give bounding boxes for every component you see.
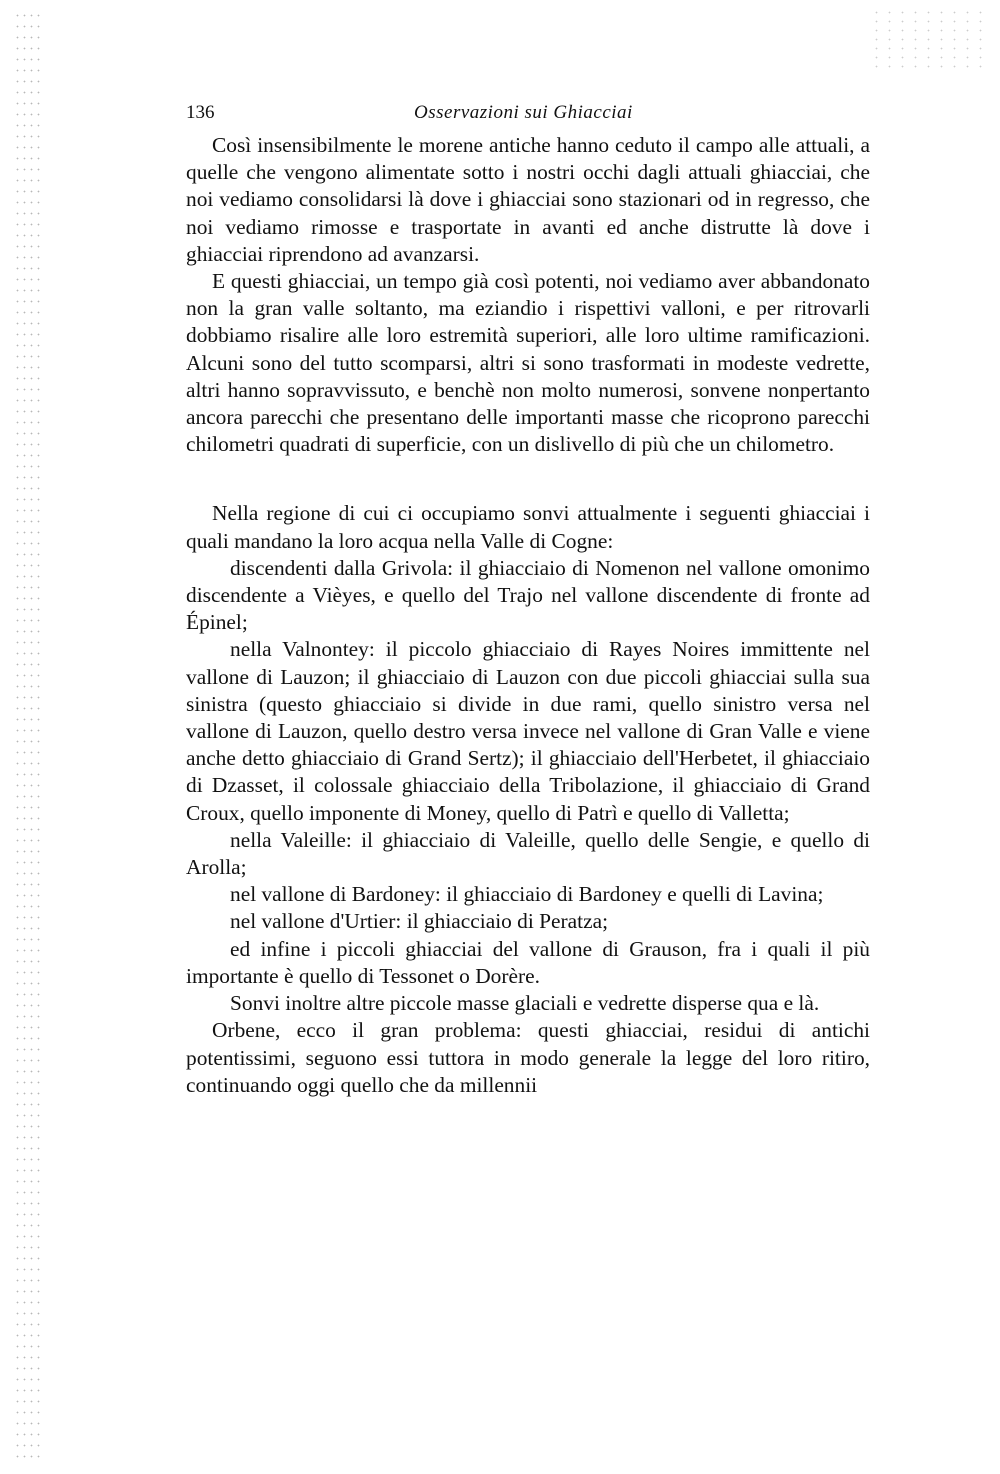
scan-corner-noise [870,8,990,68]
paragraph: Così insensibilmente le morene antiche hanno ceduto il campo alle attuali, a quelle che vengono alimentate sotto i nostri occhi dagli attuali ghiacciai, che noi vediamo consolidarsi là dove i ghiacciai sono stazionari od in regresso, che noi vediamo rimosse e trasportate in avanti ed anche distrutte là dove i ghiacciai riprendono ad avanzarsi. [186,133,870,266]
running-head [186,98,870,132]
list-paragraph-bardoney: nel vallone di Bardoney: il ghiacciaio di Bardoney e quelli di Lavina; [230,882,824,907]
scan-margin-noise [14,10,44,1460]
list-paragraph-urtier: nel vallone d'Urtier: il ghiacciaio di Peratza; [230,909,609,934]
book-page [186,98,870,1099]
page-number: 136 [186,102,215,123]
list-paragraph-grivola: discendenti dalla Grivola: il ghiacciaio di Nomenon nel vallone omonimo discendente a Vièyes, e quello del Trajo nel vallone discendente di fronte ad Épinel; [186,555,870,635]
paragraph: E questi ghiacciai, un tempo già così potenti, noi vediamo aver abbandonato non la gran valle soltanto, ma eziandio i rispettivi valloni, e per ritrovarli dobbiamo risalire alle loro estremità superiori, alle loro ultime ramificazioni. Alcuni sono del tutto scomparsi, altri si sono trasformati in modeste vedrette, altri hanno sopravvissuto, e benchè non molto numerosi, sonvene nonpertanto ancora parecchi che presentano delle importanti masse che ricoprono parecchi chilometri quadrati di superficie, con un dislivello di più che un chilometro. [186,269,870,457]
list-paragraph-grauson: ed infine i piccoli ghiacciai del vallone di Grauson, fra i quali il più importante è quello di Tessonet o Dorère. [186,936,870,988]
paragraph: Sonvi inoltre altre piccole masse glaciali e vedrette disperse qua e là. [230,991,820,1016]
section-gap [186,458,870,500]
running-title: Osservazioni sui Ghiacciai [414,102,633,123]
list-paragraph-valnontey: nella Valnontey: il piccolo ghiacciaio di Rayes Noires immittente nel vallone di Lauzon; il ghiacciaio di Lauzon con due piccoli ghiacciai sulla sua sinistra (questo ghiacciaio si divide in due rami, quello sinistro versa nel vallone di Lauzon, quello destro versa invece nel vallone di Gran Valle e viene anche detto ghiacciaio di Grand Sertz); il ghiacciaio dell'Herbetet, il ghiacciaio di Dzasset, il colossale ghiacciaio della Tribolazione, il ghiacciaio di Grand Croux, quello imponente di Money, quello di Patrì e quello di Valletta; [186,637,870,825]
list-paragraph-valeille: nella Valeille: il ghiacciaio di Valeille, quello delle Sengie, e quello di Arolla; [186,827,870,880]
paragraph: Orbene, ecco il gran problema: questi ghiacciai, residui di antichi potentissimi, seguono essi tuttora in modo generale la legge del loro ritiro, continuando oggi quello che da millennii [186,1018,870,1097]
paragraph: Nella regione di cui ci occupiamo sonvi attualmente i seguenti ghiacciai i quali mandano la loro acqua nella Valle di Cogne: [186,501,870,553]
